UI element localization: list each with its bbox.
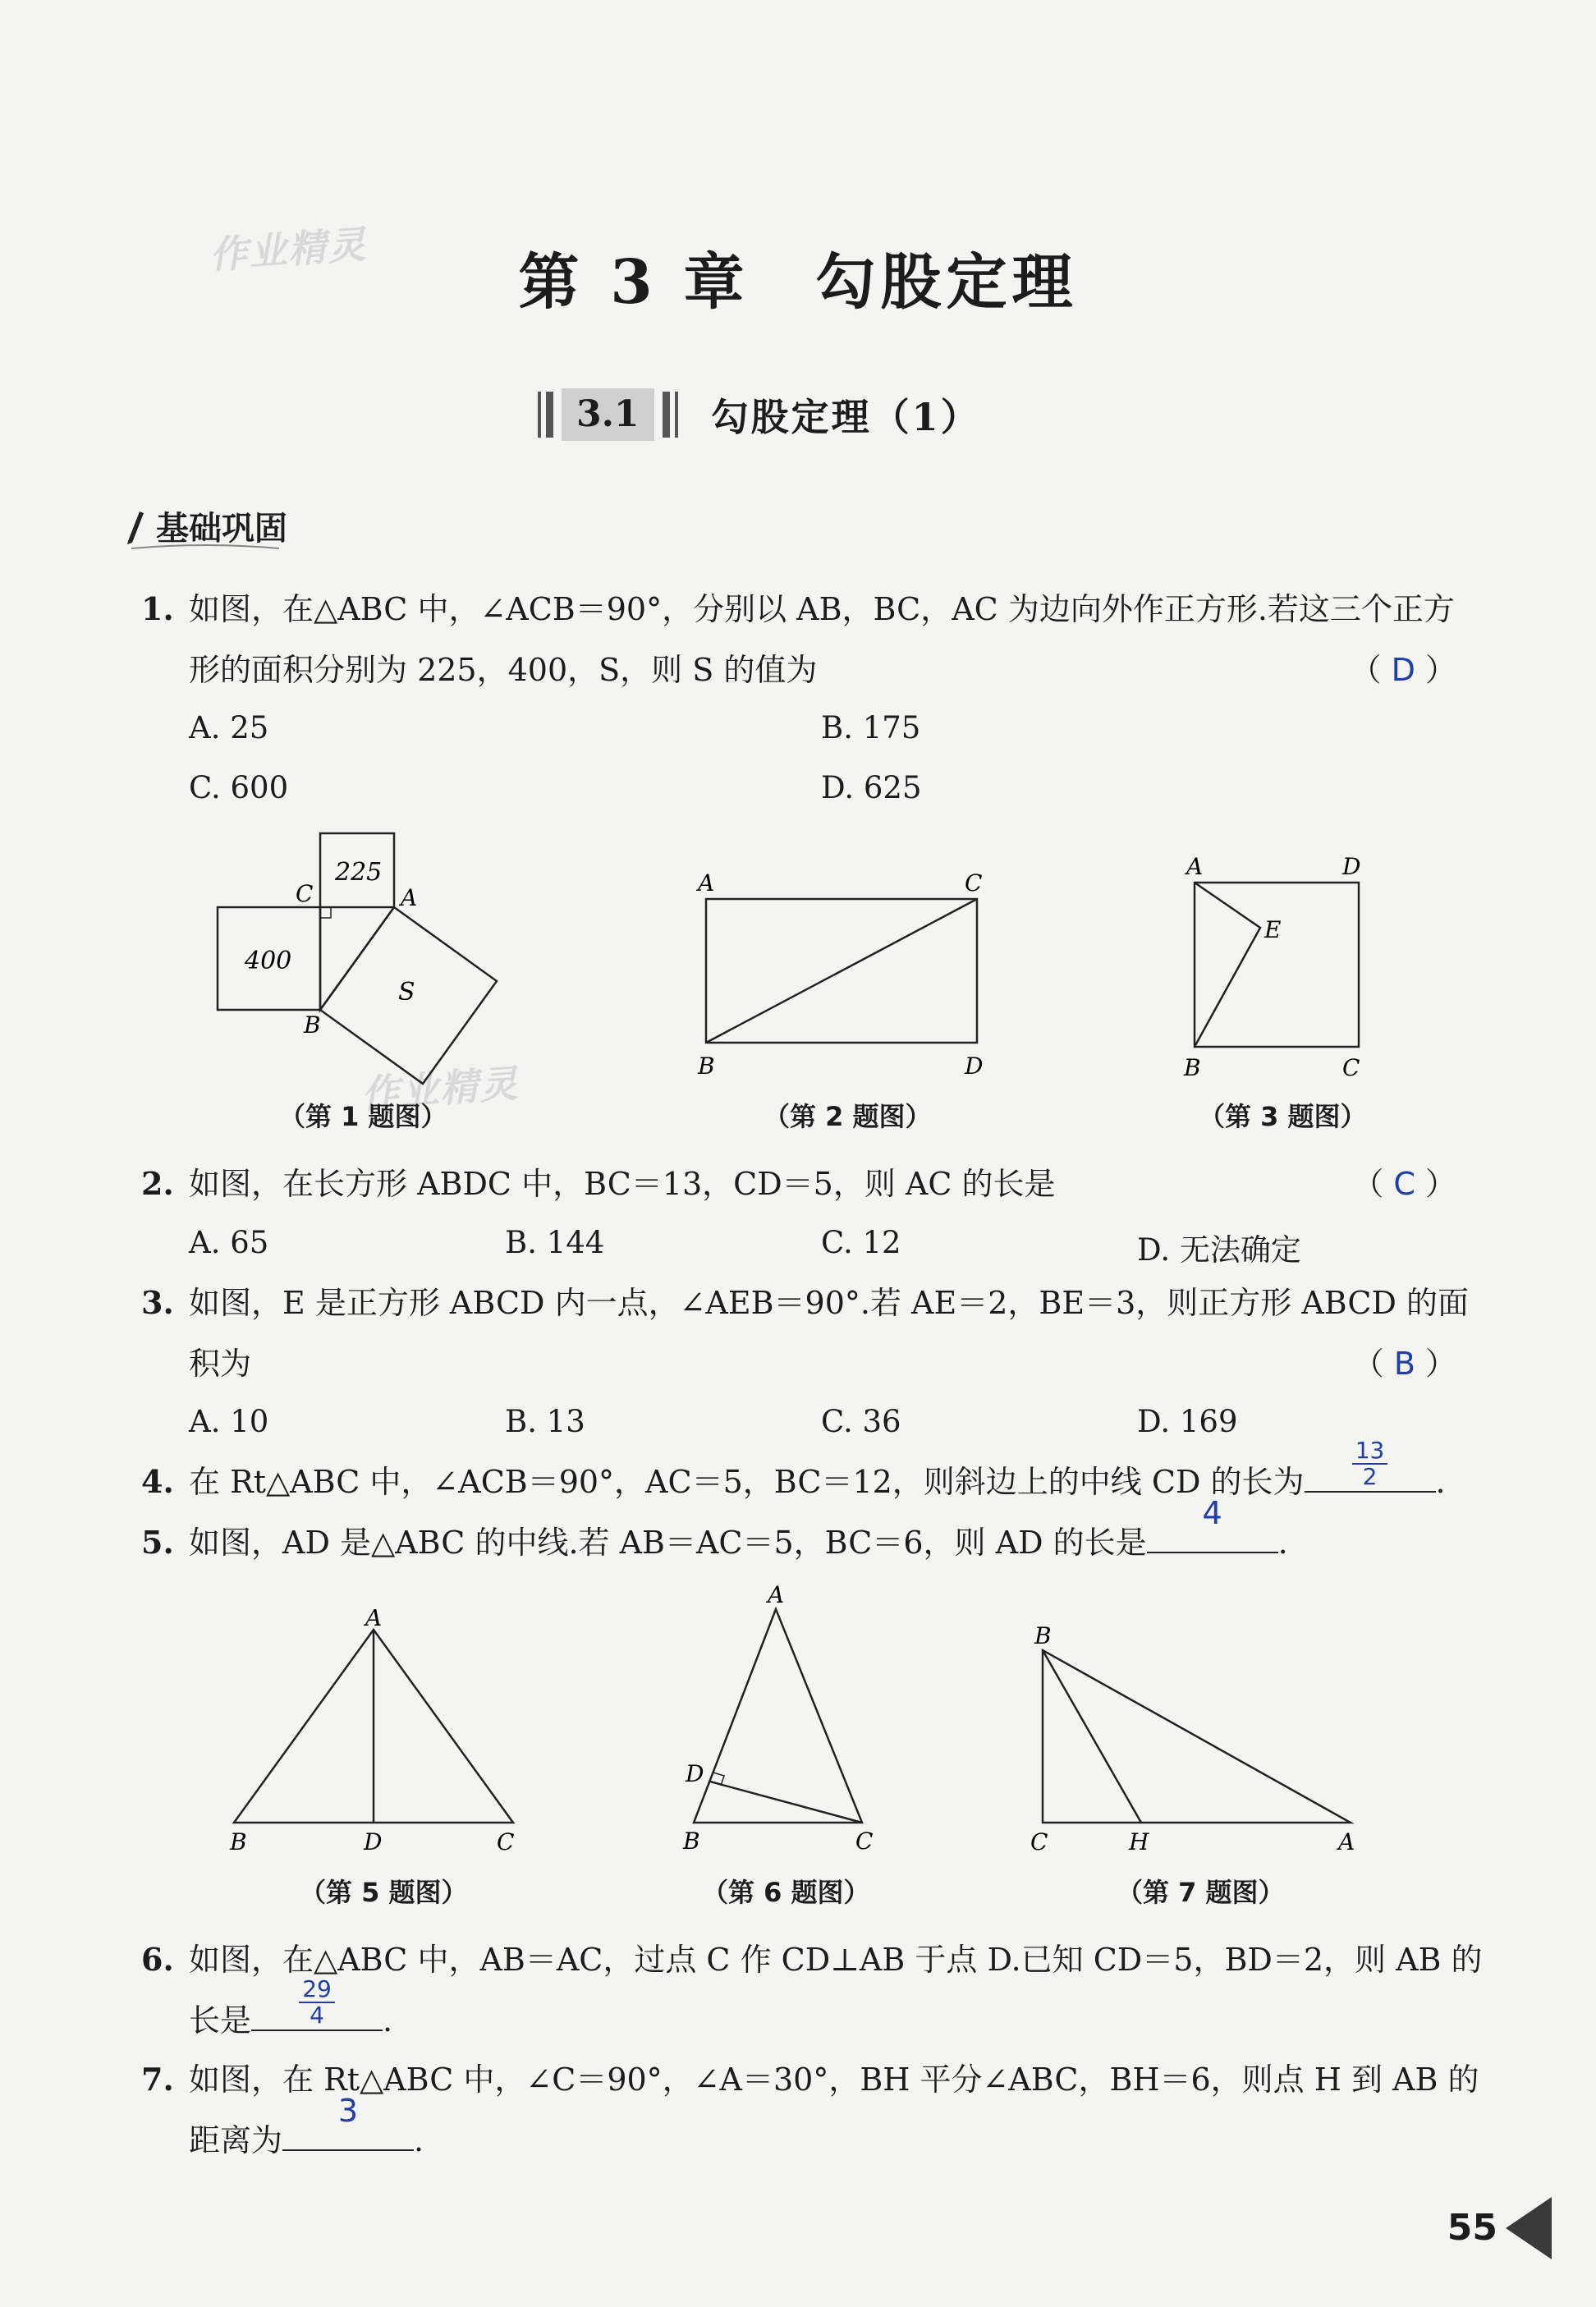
figure-5 <box>218 1609 530 1855</box>
question-number: 4. <box>141 1463 174 1500</box>
figure-2-caption: （第 2 题图） <box>764 1101 932 1132</box>
question-1 <box>0 579 1596 702</box>
figure-6-caption: （第 6 题图） <box>702 1877 870 1908</box>
label-a: A <box>401 884 418 911</box>
option-d: D. 625 <box>821 770 922 805</box>
question-text: 如图，在 Rt△ABC 中，∠C＝90°，∠A＝30°，BH 平分∠ABC，BH＝6，则点 H 到 AB 的 <box>189 2062 1479 2098</box>
label-c: C <box>855 1828 874 1855</box>
answer-blank <box>1305 1437 1436 1493</box>
label-225: 225 <box>335 858 383 887</box>
label-d: D <box>965 1053 984 1080</box>
label-b: B <box>698 1053 715 1080</box>
question-text: 如图，在△ABC 中，∠ACB＝90°，分别以 AB，BC，AC 为边向外作正方形.若这三个正方 <box>189 591 1455 627</box>
decor-bar <box>663 392 670 438</box>
figure-5-caption: （第 5 题图） <box>300 1877 468 1908</box>
answer-blank <box>251 1975 383 2031</box>
label-a: A <box>1186 853 1204 880</box>
chapter-title: 第 3 章 勾股定理 <box>518 247 1078 318</box>
label-c: C <box>497 1828 515 1855</box>
question-number: 1. <box>141 590 174 627</box>
label-c: C <box>1342 1054 1360 1081</box>
page-number <box>1447 2207 1497 2249</box>
decor-bar <box>546 392 553 438</box>
label-c: C <box>296 880 314 907</box>
option-b: B. 13 <box>505 1404 585 1439</box>
answer-parens: （ B ） <box>1352 1346 1456 1382</box>
figure-3-caption: （第 3 题图） <box>1199 1101 1367 1132</box>
answer-choice: C <box>1393 1166 1415 1202</box>
label-c: C <box>965 869 983 897</box>
triangle-abc <box>320 907 394 1010</box>
option-b: B. 144 <box>505 1225 605 1260</box>
answer-choice: D <box>1391 652 1415 688</box>
question-number: 6. <box>141 1941 174 1978</box>
question-text-body: 长是 <box>189 2002 252 2039</box>
triangle-aeb <box>1195 883 1260 1047</box>
answer-blank <box>282 2093 414 2151</box>
bisector-bh <box>1043 1650 1141 1823</box>
label-c: C <box>1030 1828 1048 1855</box>
right-angle-mark <box>320 907 331 918</box>
question-text-body: 在 Rt△ABC 中，∠ACB＝90°，AC＝5，BC＝12，则斜边上的中线 CD 的长为 <box>189 1464 1305 1500</box>
label-b: B <box>1184 1054 1201 1081</box>
label-d: D <box>364 1828 383 1855</box>
option-b: B. 175 <box>821 710 921 745</box>
question-text-body: 如图，AD 是△ABC 的中线.若 AB＝AC＝5，BC＝6，则 AD 的长是 <box>189 1525 1147 1561</box>
square-abcd <box>1195 883 1359 1047</box>
label-h: H <box>1129 1828 1149 1855</box>
decor-bar <box>538 392 541 438</box>
watermark: 作业精灵 <box>360 1061 521 1117</box>
option-a: A. 25 <box>189 710 269 745</box>
triangle-abc <box>694 1609 862 1823</box>
option-d: D. 169 <box>1137 1404 1238 1439</box>
question-2 <box>0 1154 1596 1214</box>
answer-denominator: 2 <box>1362 1463 1378 1490</box>
subheading-text: 基础巩固 <box>155 510 287 548</box>
question-number: 3. <box>141 1284 174 1321</box>
label-a: A <box>698 869 715 897</box>
question-text: 积为 <box>189 1346 252 1382</box>
question-6 <box>0 1929 1596 2052</box>
question-number: 7. <box>141 2061 174 2098</box>
subheading <box>123 502 287 549</box>
question-text: 如图，E 是正方形 ABCD 内一点，∠AEB＝90°.若 AE＝2，BE＝3，则正方形 ABCD 的面 <box>189 1285 1470 1321</box>
figure-7 <box>1022 1609 1367 1855</box>
question-number: 5. <box>141 1524 174 1561</box>
question-text: 如图，在△ABC 中，AB＝AC，过点 C 作 CD⊥AB 于点 D.已知 CD＝5，BD＝2，则 AB 的 <box>189 1942 1483 1978</box>
label-d: D <box>686 1760 704 1787</box>
question-text: 如图，在长方形 ABDC 中，BC＝13，CD＝5，则 AC 的长是 <box>189 1166 1056 1202</box>
question-5 <box>0 1495 1596 1573</box>
page-number-text: 55 <box>1447 2207 1497 2249</box>
period: . <box>1277 1525 1288 1561</box>
triangle-abc <box>1043 1650 1351 1823</box>
figure-3 <box>1174 846 1379 1084</box>
label-a: A <box>1338 1828 1355 1855</box>
answer-value: 4 <box>1202 1495 1222 1531</box>
section-header <box>538 386 981 443</box>
question-number: 2. <box>141 1165 174 1202</box>
answer-parens: （ C ） <box>1352 1166 1456 1202</box>
section-title: 勾股定理（1） <box>710 395 981 439</box>
period: . <box>1435 1464 1446 1500</box>
question-text <box>189 1495 1288 1573</box>
diagonal-bc <box>706 899 977 1043</box>
answer-blank <box>1147 1495 1278 1553</box>
label-b: B <box>1034 1622 1052 1649</box>
option-c: C. 12 <box>821 1225 901 1260</box>
altitude-cd <box>710 1782 862 1823</box>
figure-7-caption: （第 7 题图） <box>1117 1877 1285 1908</box>
subheading-underline <box>131 542 279 553</box>
answer-parens: （ D ） <box>1350 652 1456 688</box>
period: . <box>383 2002 393 2039</box>
label-e: E <box>1264 916 1282 943</box>
label-b: B <box>683 1828 700 1855</box>
answer-numerator: 13 <box>1352 1438 1388 1465</box>
option-d: D. 无法确定 <box>1137 1232 1301 1268</box>
question-text <box>189 1975 393 2051</box>
period: . <box>414 2122 424 2158</box>
option-a: A. 10 <box>189 1404 269 1439</box>
label-b: B <box>304 1011 321 1039</box>
label-b: B <box>230 1828 247 1855</box>
figure-6 <box>673 1585 887 1855</box>
question-4 <box>0 1437 1596 1512</box>
question-7 <box>0 2049 1596 2172</box>
pencil-icon <box>123 508 144 544</box>
section-number: 3.1 <box>562 388 654 441</box>
label-s: S <box>398 978 415 1007</box>
answer-denominator: 4 <box>310 2002 324 2029</box>
answer-choice: B <box>1393 1346 1415 1382</box>
question-3 <box>0 1273 1596 1396</box>
label-a: A <box>365 1609 383 1631</box>
figure-2 <box>686 862 998 1084</box>
option-c: C. 600 <box>189 770 289 805</box>
figure-1 <box>205 821 517 1092</box>
label-400: 400 <box>245 947 292 975</box>
question-text-body: 距离为 <box>189 2122 283 2158</box>
question-text: 形的面积分别为 225，400，S，则 S 的值为 <box>189 652 818 688</box>
decor-bar <box>675 392 678 438</box>
watermark: 作业精灵 <box>208 222 369 277</box>
option-a: A. 65 <box>189 1225 269 1260</box>
option-c: C. 36 <box>821 1404 901 1439</box>
label-d: D <box>1342 853 1361 880</box>
question-text <box>189 2093 424 2171</box>
page-triangle-icon <box>1502 2194 1553 2263</box>
figure-1-caption: （第 1 题图） <box>279 1101 447 1132</box>
answer-value: 3 <box>337 2093 359 2129</box>
answer-numerator: 29 <box>299 1977 335 2003</box>
label-a: A <box>768 1585 785 1608</box>
